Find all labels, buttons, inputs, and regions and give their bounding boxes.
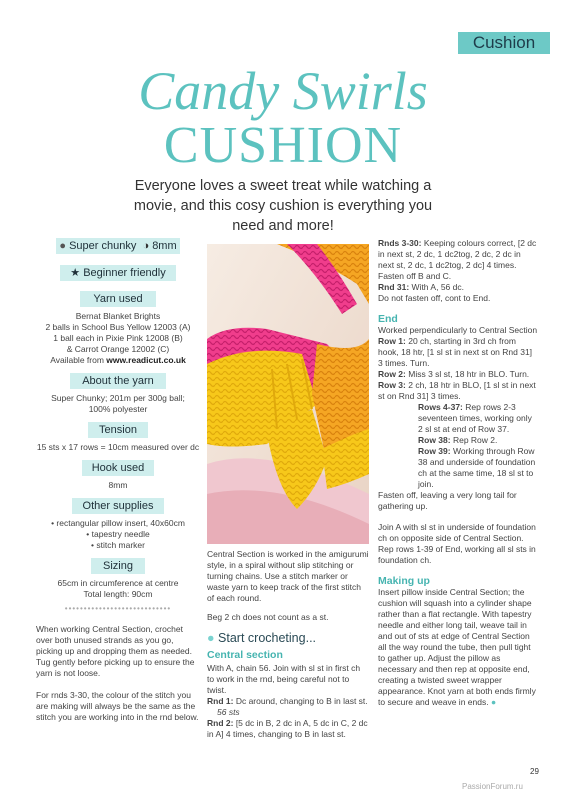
tension-heading: Tension: [88, 422, 148, 438]
row-2: [378, 369, 538, 380]
supply-item: • stitch marker: [91, 540, 145, 550]
rnd1-count: 56 sts: [217, 707, 240, 717]
supplier-link[interactable]: www.readicut.co.uk: [106, 355, 186, 365]
rnds-3-30: [378, 238, 538, 282]
about-line: Super Chunky; 201m per 300g ball;: [51, 393, 185, 403]
tension-text: 15 sts x 17 rows = 10cm measured over dc: [36, 442, 200, 452]
note-central-section: When working Central Section, crochet over both unused strands as you go, picking up and dropping them as needed. Tug gently before picking up to ensure the yarn is not loose.: [36, 624, 195, 678]
rnd31-text: With A, 56 dc.: [409, 282, 464, 292]
page-number: 29: [530, 767, 539, 776]
level-label: Beginner friendly: [83, 267, 166, 279]
sizing-details: [36, 578, 200, 600]
end-marker-icon: ●: [490, 697, 497, 707]
making-up-text: [378, 587, 538, 708]
crochet-cushion-image: [207, 244, 369, 544]
row-1: [378, 336, 538, 369]
start-crocheting-heading: [207, 633, 369, 644]
sizing-line: Total length: 90cm: [83, 589, 153, 599]
title-script: Candy Swirls: [138, 61, 428, 121]
rnd1-label: Rnd 1:: [207, 696, 234, 706]
row-38: [378, 435, 538, 446]
sizing-heading: Sizing: [91, 558, 145, 574]
supply-item: • rectangular pillow insert, 40x60cm: [51, 518, 185, 528]
making-up-heading: Making up: [378, 575, 430, 587]
start-label: Start crocheting...: [218, 631, 317, 645]
central-intro-para: Central Section is worked in the amigurumi style, in a spiral without slip stitching or turning chains. Use a stitch marker or waste yarn to keep track of the first stitch of each round.: [207, 549, 369, 603]
yarn-line: 2 balls in School Bus Yellow 12003 (A): [45, 322, 191, 332]
weight-badge: [56, 238, 180, 254]
row2-text: Miss 3 sl st, 18 htr in BLO. Turn.: [405, 369, 530, 379]
rows-4-37: [378, 402, 538, 435]
end-heading: End: [378, 313, 398, 325]
row39-text: Working through Row 38 and underside of foundation ch at the same time, 18 sl st to join.: [418, 446, 536, 489]
row3-text: 2 ch, 18 htr in BLO, [1 sl st in next st on Rnd 31] 3 times.: [378, 380, 536, 401]
about-details: [36, 393, 200, 415]
yarn-available-prefix: Available from: [50, 355, 107, 365]
rnds-label: Rnds 3-30:: [378, 238, 422, 248]
watermark: PassionForum.ru: [462, 782, 523, 791]
no-fasten-note: Do not fasten off, cont to End.: [378, 293, 491, 303]
row3-label: Row 3:: [378, 380, 406, 390]
hook-text: 8mm: [108, 480, 128, 490]
yarn-line: & Carrot Orange 12002 (C): [66, 344, 170, 354]
making-up-body: Insert pillow inside Central Section; the cushion will squash into a cylinder shape rather than a flat rectangle. With tapestry needle and either long tail, weave tail in and out of sts at edge of Central Section all the way round the tube, then pull tight to gather up. Adjust the pillow as necessary and then rep at opposite end, creating a twisted sweet wrapper appearance. Knot yarn at both ends firmly to secure and weave in ends.: [378, 587, 536, 707]
row38-label: Row 38:: [418, 435, 451, 445]
hook-heading: Hook used: [82, 460, 154, 476]
supplies-list: [36, 518, 200, 551]
star-icon: ★: [70, 267, 81, 279]
end-intro: Worked perpendicularly to Central Section: [378, 325, 538, 335]
rows437-text: Rep rows 2-3 seventeen times, working only 2 sl st at end of Row 37.: [418, 402, 532, 434]
row38-text: Rep Row 2.: [450, 435, 498, 445]
fasten-off-note: Fasten off, leaving a very long tail for gathering up.: [378, 490, 517, 511]
info-sidebar: [36, 238, 200, 723]
rnd1: [207, 696, 369, 718]
right-column: [378, 238, 538, 708]
row1-text: 20 ch, starting in 3rd ch from hook, 18 htr, [1 sl st in next st on Rnd 31] 3 times. Turn.: [378, 336, 533, 368]
middle-column: [207, 549, 369, 740]
section-tag: Cushion: [458, 32, 550, 54]
row39-label: Row 39:: [418, 446, 451, 456]
rnd2-label: Rnd 2:: [207, 718, 234, 728]
row2-label: Row 2:: [378, 369, 406, 379]
about-heading: About the yarn: [70, 373, 166, 389]
sizing-line: 65cm in circumference at centre: [57, 578, 179, 588]
yarn-details: [36, 311, 200, 366]
level-badge: [60, 265, 176, 281]
divider: ••••••••••••••••••••••••••••: [64, 604, 172, 613]
yarn-ball-icon: ●: [59, 240, 67, 252]
cushion-photo: [207, 244, 369, 544]
beg-note: Beg 2 ch does not count as a st.: [207, 612, 329, 622]
bullet-icon: ●: [207, 631, 215, 645]
rnd2-text: [5 dc in B, 2 dc in A, 5 dc in C, 2 dc in A] 4 times, changing to B in last st.: [207, 718, 368, 739]
supplies-heading: Other supplies: [72, 498, 164, 514]
rnd-31: [378, 282, 538, 293]
about-line: 100% polyester: [88, 404, 148, 414]
rnd1-text: Dc around, changing to B in last st.: [233, 696, 368, 706]
intro-text: Everyone loves a sweet treat while watching a movie, and this cosy cushion is everything you need and more!: [133, 178, 433, 234]
row-3: [378, 380, 538, 402]
supply-item: • tapestry needle: [86, 529, 150, 539]
note-colour: For rnds 3-30, the colour of the stitch you are making will always be the same as the stitch you are working into in the rnd below.: [36, 690, 199, 722]
central-section-heading: Central section: [207, 649, 283, 661]
rows437-label: Rows 4-37:: [418, 402, 463, 412]
rnds-text: Keeping colours correct, [2 dc in next st, 2 dc, 1 dc2tog, 2 dc, 2 dc in next st, 2 dc, 1 dc2tog, 2 dc] 4 times. Fasten off B and C.: [378, 238, 537, 281]
row1-label: Row 1:: [378, 336, 406, 346]
row-39: [378, 446, 538, 490]
central-instructions: With A, chain 56. Join with sl st in first ch to work in the rnd, being careful not to twist.: [207, 663, 361, 695]
yarn-line: Bernat Blanket Brights: [75, 311, 161, 321]
rnd31-label: Rnd 31:: [378, 282, 410, 292]
yarn-line: 1 ball each in Pixie Pink 12008 (B): [53, 333, 183, 343]
join-note: Join A with sl st in underside of foundation ch on opposite side of Central Section. Rep rows 1-39 of End, working all sl sts in foundation ch.: [378, 522, 536, 565]
yarn-heading: Yarn used: [80, 291, 156, 307]
page-title: CUSHION: [163, 117, 403, 174]
hook-size-label: 8mm: [152, 240, 177, 252]
weight-label: Super chunky: [69, 240, 137, 252]
rnd2: [207, 718, 369, 740]
hook-icon: ◑: [142, 240, 150, 252]
